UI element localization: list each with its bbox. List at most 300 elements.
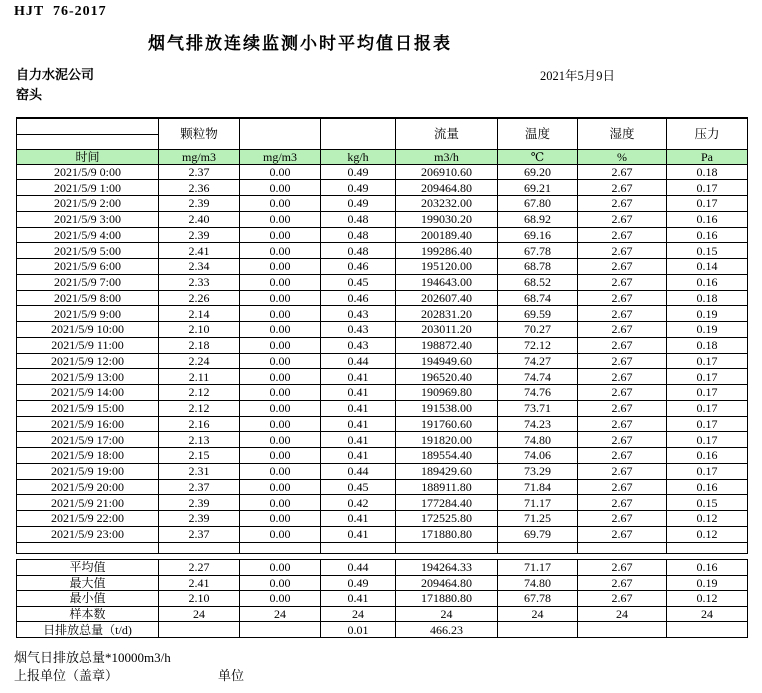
table-cell: 0.46 (321, 290, 396, 306)
table-cell: 0.46 (321, 259, 396, 275)
table-cell: 0.45 (321, 479, 396, 495)
table-cell: 0.17 (667, 416, 748, 432)
table-cell: 0.41 (321, 385, 396, 401)
table-row (17, 560, 748, 576)
footer-total-note: 烟气日排放总量*10000m3/h (14, 650, 171, 665)
hourly-tbody (17, 164, 748, 542)
corner-cell-top (17, 118, 159, 134)
table-cell: 0.48 (321, 243, 396, 259)
table-cell: 0.19 (667, 322, 748, 338)
table-cell: 2021/5/9 16:00 (17, 416, 159, 432)
table-cell: 2021/5/9 14:00 (17, 385, 159, 401)
table-cell: 2.67 (578, 432, 667, 448)
table-cell: 2.67 (578, 164, 667, 180)
table-cell: 0.16 (667, 274, 748, 290)
table-cell: 0.44 (321, 463, 396, 479)
table-cell: 188911.80 (396, 479, 498, 495)
table-cell: 2021/5/9 0:00 (17, 164, 159, 180)
station-name: 窑头 (16, 87, 43, 102)
table-row (17, 180, 748, 196)
table-cell: 2021/5/9 22:00 (17, 511, 159, 527)
table-cell: 2.67 (578, 448, 667, 464)
table-cell: 0.17 (667, 369, 748, 385)
table-cell: 0.43 (321, 306, 396, 322)
table-cell: 0.00 (240, 211, 321, 227)
table-cell: 0.43 (321, 337, 396, 353)
table-cell: 0.41 (321, 369, 396, 385)
column-header-humidity: 湿度 (578, 118, 667, 149)
table-cell: 195120.00 (396, 259, 498, 275)
table-cell: 2021/5/9 11:00 (17, 337, 159, 353)
spacer-tbody (17, 542, 748, 553)
table-cell: 2.67 (578, 463, 667, 479)
table-cell: 2.67 (578, 479, 667, 495)
table-cell: 2021/5/9 12:00 (17, 353, 159, 369)
table-cell: 最大值 (17, 575, 159, 591)
table-row (17, 259, 748, 275)
footer-unit-label: 单位 (218, 668, 245, 683)
table-row (17, 322, 748, 338)
table-cell: 0.00 (240, 511, 321, 527)
unit-header-row (17, 149, 748, 164)
table-cell: 206910.60 (396, 164, 498, 180)
table-cell: 71.17 (498, 495, 578, 511)
table-cell: 0.00 (240, 385, 321, 401)
table-cell: 199286.40 (396, 243, 498, 259)
table-cell: 0.00 (240, 180, 321, 196)
table-cell: 24 (578, 606, 667, 622)
table-cell: 198872.40 (396, 337, 498, 353)
table-cell: 73.29 (498, 463, 578, 479)
table-cell: 2.18 (159, 337, 240, 353)
table-cell: 0.00 (240, 448, 321, 464)
report-date: 2021年5月9日 (540, 69, 616, 83)
table-cell: 0.00 (240, 196, 321, 212)
table-row (17, 211, 748, 227)
empty-row (17, 542, 748, 553)
table-cell: 2.36 (159, 180, 240, 196)
table-cell: 74.74 (498, 369, 578, 385)
table-cell: 0.00 (240, 274, 321, 290)
table-cell: 67.80 (498, 196, 578, 212)
table-row (17, 448, 748, 464)
table-row (17, 400, 748, 416)
table-cell: 0.00 (240, 322, 321, 338)
table-cell: 70.27 (498, 322, 578, 338)
table-cell: 0.00 (240, 306, 321, 322)
footer-report-unit-label: 上报单位（盖章） (14, 668, 119, 683)
table-cell: 203232.00 (396, 196, 498, 212)
table-cell: 71.17 (498, 560, 578, 576)
table-cell: 2021/5/9 5:00 (17, 243, 159, 259)
table-cell: 0.41 (321, 591, 396, 607)
table-cell: 68.92 (498, 211, 578, 227)
table-row (17, 479, 748, 495)
table-cell: 2.67 (578, 560, 667, 576)
table-cell: 0.12 (667, 526, 748, 542)
table-cell: 2.11 (159, 369, 240, 385)
unit-header-mgm3-2: mg/m3 (240, 149, 321, 164)
table-cell: 0.42 (321, 495, 396, 511)
table-cell: 2.10 (159, 591, 240, 607)
table-cell: 2021/5/9 7:00 (17, 274, 159, 290)
table-cell: 样本数 (17, 606, 159, 622)
table-cell: 200189.40 (396, 227, 498, 243)
table-cell: 0.17 (667, 432, 748, 448)
table-cell: 199030.20 (396, 211, 498, 227)
table-cell: 2.67 (578, 526, 667, 542)
table-cell: 2021/5/9 6:00 (17, 259, 159, 275)
table-row (17, 606, 748, 622)
table-cell: 189554.40 (396, 448, 498, 464)
table-cell: 194949.60 (396, 353, 498, 369)
empty-cell (578, 542, 667, 553)
table-cell: 0.41 (321, 511, 396, 527)
table-cell: 2021/5/9 8:00 (17, 290, 159, 306)
table-row (17, 575, 748, 591)
table-cell: 69.79 (498, 526, 578, 542)
table-cell: 0.17 (667, 400, 748, 416)
table-cell: 68.52 (498, 274, 578, 290)
table-cell: 2.13 (159, 432, 240, 448)
empty-cell (498, 542, 578, 553)
table-row (17, 196, 748, 212)
table-cell: 24 (498, 606, 578, 622)
summary-table (16, 559, 748, 638)
table-cell: 2.67 (578, 369, 667, 385)
table-cell: 74.80 (498, 432, 578, 448)
table-cell: 0.01 (321, 622, 396, 638)
table-cell: 2.27 (159, 560, 240, 576)
table-cell: 74.80 (498, 575, 578, 591)
table-cell: 172525.80 (396, 511, 498, 527)
table-cell: 0.49 (321, 180, 396, 196)
corner-cell-bottom (17, 134, 159, 149)
table-cell: 0.17 (667, 353, 748, 369)
table-cell: 0.00 (240, 463, 321, 479)
table-cell: 0.19 (667, 575, 748, 591)
table-cell: 0.49 (321, 575, 396, 591)
table-cell: 72.12 (498, 337, 578, 353)
table-cell: 2.67 (578, 416, 667, 432)
table-cell: 0.17 (667, 385, 748, 401)
table-cell (159, 622, 240, 638)
table-cell: 2021/5/9 10:00 (17, 322, 159, 338)
table-cell: 0.18 (667, 337, 748, 353)
table-cell: 67.78 (498, 591, 578, 607)
table-cell: 2021/5/9 13:00 (17, 369, 159, 385)
table-cell: 2.67 (578, 306, 667, 322)
table-cell: 73.71 (498, 400, 578, 416)
empty-cell (321, 542, 396, 553)
table-cell: 2.33 (159, 274, 240, 290)
table-cell: 189429.60 (396, 463, 498, 479)
table-row (17, 526, 748, 542)
column-header-temperature: 温度 (498, 118, 578, 149)
table-cell: 2021/5/9 2:00 (17, 196, 159, 212)
table-cell: 191538.00 (396, 400, 498, 416)
table-cell: 2.67 (578, 495, 667, 511)
table-row (17, 306, 748, 322)
table-cell: 0.00 (240, 259, 321, 275)
table-cell: 0.18 (667, 290, 748, 306)
table-cell: 0.45 (321, 274, 396, 290)
hourly-data-table (16, 117, 748, 554)
standard-code: HJT 76-2017 (14, 4, 107, 19)
table-cell: 0.18 (667, 164, 748, 180)
table-cell: 209464.80 (396, 575, 498, 591)
table-cell: 0.00 (240, 495, 321, 511)
table-cell: 2.26 (159, 290, 240, 306)
table-cell: 0.12 (667, 591, 748, 607)
table-cell: 0.00 (240, 164, 321, 180)
table-cell: 平均值 (17, 560, 159, 576)
table-cell: 2021/5/9 15:00 (17, 400, 159, 416)
table-cell: 2.67 (578, 385, 667, 401)
table-cell: 190969.80 (396, 385, 498, 401)
table-cell: 2021/5/9 18:00 (17, 448, 159, 464)
table-cell: 2.67 (578, 575, 667, 591)
table-cell: 2.67 (578, 180, 667, 196)
table-cell: 24 (159, 606, 240, 622)
table-cell: 2.41 (159, 243, 240, 259)
table-cell: 2.67 (578, 211, 667, 227)
table-row (17, 274, 748, 290)
table-cell: 2021/5/9 20:00 (17, 479, 159, 495)
table-cell: 0.44 (321, 353, 396, 369)
table-cell: 69.16 (498, 227, 578, 243)
table-cell: 0.49 (321, 196, 396, 212)
table-cell: 203011.20 (396, 322, 498, 338)
group-header-row (17, 118, 748, 134)
column-header-blank-2 (321, 118, 396, 149)
table-row (17, 432, 748, 448)
table-cell: 0.17 (667, 463, 748, 479)
table-cell: 2.10 (159, 322, 240, 338)
column-header-particulate: 颗粒物 (159, 118, 240, 149)
table-cell: 2.37 (159, 164, 240, 180)
table-cell: 2021/5/9 21:00 (17, 495, 159, 511)
table-cell: 24 (667, 606, 748, 622)
table-cell: 2.67 (578, 322, 667, 338)
table-cell: 191820.00 (396, 432, 498, 448)
unit-header-m3h: m3/h (396, 149, 498, 164)
table-cell: 0.00 (240, 337, 321, 353)
table-cell: 0.00 (240, 243, 321, 259)
table-cell: 2.67 (578, 290, 667, 306)
table-cell: 2021/5/9 1:00 (17, 180, 159, 196)
table-cell: 202607.40 (396, 290, 498, 306)
unit-header-celsius: ℃ (498, 149, 578, 164)
table-cell: 0.00 (240, 227, 321, 243)
table-cell: 0.00 (240, 290, 321, 306)
table-cell: 0.17 (667, 196, 748, 212)
table-cell: 69.20 (498, 164, 578, 180)
table-cell: 2.67 (578, 227, 667, 243)
empty-cell (667, 542, 748, 553)
unit-header-mgm3-1: mg/m3 (159, 149, 240, 164)
page-title: 烟气排放连续监测小时平均值日报表 (148, 34, 452, 53)
table-cell: 2.67 (578, 591, 667, 607)
table-cell: 2021/5/9 17:00 (17, 432, 159, 448)
table-row (17, 369, 748, 385)
table-cell: 0.12 (667, 511, 748, 527)
table-cell: 0.00 (240, 400, 321, 416)
empty-cell (240, 542, 321, 553)
table-cell: 2.40 (159, 211, 240, 227)
table-cell: 74.27 (498, 353, 578, 369)
table-cell: 2.34 (159, 259, 240, 275)
table-cell: 0.00 (240, 416, 321, 432)
table-cell: 202831.20 (396, 306, 498, 322)
table-row (17, 337, 748, 353)
table-row (17, 416, 748, 432)
table-cell: 196520.40 (396, 369, 498, 385)
table-row (17, 591, 748, 607)
table-cell: 2.67 (578, 400, 667, 416)
table-cell: 69.59 (498, 306, 578, 322)
table-row (17, 227, 748, 243)
table-cell: 68.78 (498, 259, 578, 275)
table-cell: 0.17 (667, 180, 748, 196)
table-cell: 0.16 (667, 227, 748, 243)
column-header-blank-1 (240, 118, 321, 149)
table-cell: 0.16 (667, 211, 748, 227)
table-row (17, 463, 748, 479)
table-cell: 0.44 (321, 560, 396, 576)
company-name: 自力水泥公司 (16, 67, 95, 82)
table-cell: 2.67 (578, 259, 667, 275)
table-cell: 2.37 (159, 479, 240, 495)
table-cell: 69.21 (498, 180, 578, 196)
table-cell: 0.16 (667, 448, 748, 464)
table-row (17, 622, 748, 638)
table-cell: 2.39 (159, 495, 240, 511)
table-cell: 2021/5/9 9:00 (17, 306, 159, 322)
unit-header-time: 时间 (17, 149, 159, 164)
table-cell: 68.74 (498, 290, 578, 306)
table-cell: 2.67 (578, 337, 667, 353)
table-cell: 2.67 (578, 353, 667, 369)
table-cell: 2.24 (159, 353, 240, 369)
table-cell: 0.41 (321, 448, 396, 464)
table-cell: 0.16 (667, 479, 748, 495)
table-cell: 0.14 (667, 259, 748, 275)
table-cell: 0.48 (321, 211, 396, 227)
unit-header-pa: Pa (667, 149, 748, 164)
empty-cell (159, 542, 240, 553)
table-cell: 2.39 (159, 227, 240, 243)
table-cell: 0.00 (240, 575, 321, 591)
table-cell: 2.37 (159, 526, 240, 542)
table-cell: 74.76 (498, 385, 578, 401)
table-row (17, 290, 748, 306)
table-cell: 2021/5/9 23:00 (17, 526, 159, 542)
table-cell (240, 622, 321, 638)
table-cell: 24 (396, 606, 498, 622)
table-cell: 466.23 (396, 622, 498, 638)
column-header-pressure: 压力 (667, 118, 748, 149)
table-row (17, 385, 748, 401)
table-cell: 0.41 (321, 416, 396, 432)
table-cell: 0.49 (321, 164, 396, 180)
table-row (17, 495, 748, 511)
table-cell: 2.12 (159, 385, 240, 401)
table-cell: 194643.00 (396, 274, 498, 290)
table-cell: 171880.80 (396, 591, 498, 607)
table-cell: 2.67 (578, 274, 667, 290)
table-row (17, 353, 748, 369)
table-cell: 24 (321, 606, 396, 622)
table-cell: 0.15 (667, 495, 748, 511)
table-cell: 2.39 (159, 196, 240, 212)
table-cell: 0.16 (667, 560, 748, 576)
table-cell: 2021/5/9 4:00 (17, 227, 159, 243)
table-cell: 2.14 (159, 306, 240, 322)
unit-header-kgh: kg/h (321, 149, 396, 164)
empty-cell (396, 542, 498, 553)
table-cell: 0.43 (321, 322, 396, 338)
table-cell: 71.84 (498, 479, 578, 495)
table-cell: 0.00 (240, 560, 321, 576)
table-cell: 67.78 (498, 243, 578, 259)
table-cell: 0.48 (321, 227, 396, 243)
table-cell: 0.00 (240, 526, 321, 542)
table-cell: 2021/5/9 3:00 (17, 211, 159, 227)
table-cell: 2.67 (578, 196, 667, 212)
table-cell: 2.41 (159, 575, 240, 591)
table-row (17, 164, 748, 180)
table-cell: 2.15 (159, 448, 240, 464)
table-cell: 71.25 (498, 511, 578, 527)
table-cell: 2021/5/9 19:00 (17, 463, 159, 479)
table-cell: 0.19 (667, 306, 748, 322)
table-cell (667, 622, 748, 638)
table-cell: 24 (240, 606, 321, 622)
table-cell: 0.00 (240, 353, 321, 369)
table-cell: 191760.60 (396, 416, 498, 432)
table-cell: 74.06 (498, 448, 578, 464)
unit-header-percent: % (578, 149, 667, 164)
table-cell (498, 622, 578, 638)
table-row (17, 511, 748, 527)
table-cell: 0.00 (240, 369, 321, 385)
table-cell: 194264.33 (396, 560, 498, 576)
table-cell: 0.41 (321, 432, 396, 448)
table-cell: 2.31 (159, 463, 240, 479)
table-cell: 0.00 (240, 432, 321, 448)
table-cell: 2.39 (159, 511, 240, 527)
table-cell: 209464.80 (396, 180, 498, 196)
table-cell: 74.23 (498, 416, 578, 432)
table-cell (578, 622, 667, 638)
table-cell: 171880.80 (396, 526, 498, 542)
table-cell: 0.00 (240, 591, 321, 607)
table-cell: 最小值 (17, 591, 159, 607)
table-cell: 177284.40 (396, 495, 498, 511)
table-cell: 日排放总量（t/d) (17, 622, 159, 638)
table-cell: 0.41 (321, 526, 396, 542)
table-cell: 0.41 (321, 400, 396, 416)
table-cell: 0.00 (240, 479, 321, 495)
empty-cell (17, 542, 159, 553)
summary-tbody (17, 560, 748, 638)
table-cell: 2.67 (578, 243, 667, 259)
table-cell: 2.16 (159, 416, 240, 432)
table-row (17, 243, 748, 259)
column-header-flow: 流量 (396, 118, 498, 149)
table-cell: 2.12 (159, 400, 240, 416)
